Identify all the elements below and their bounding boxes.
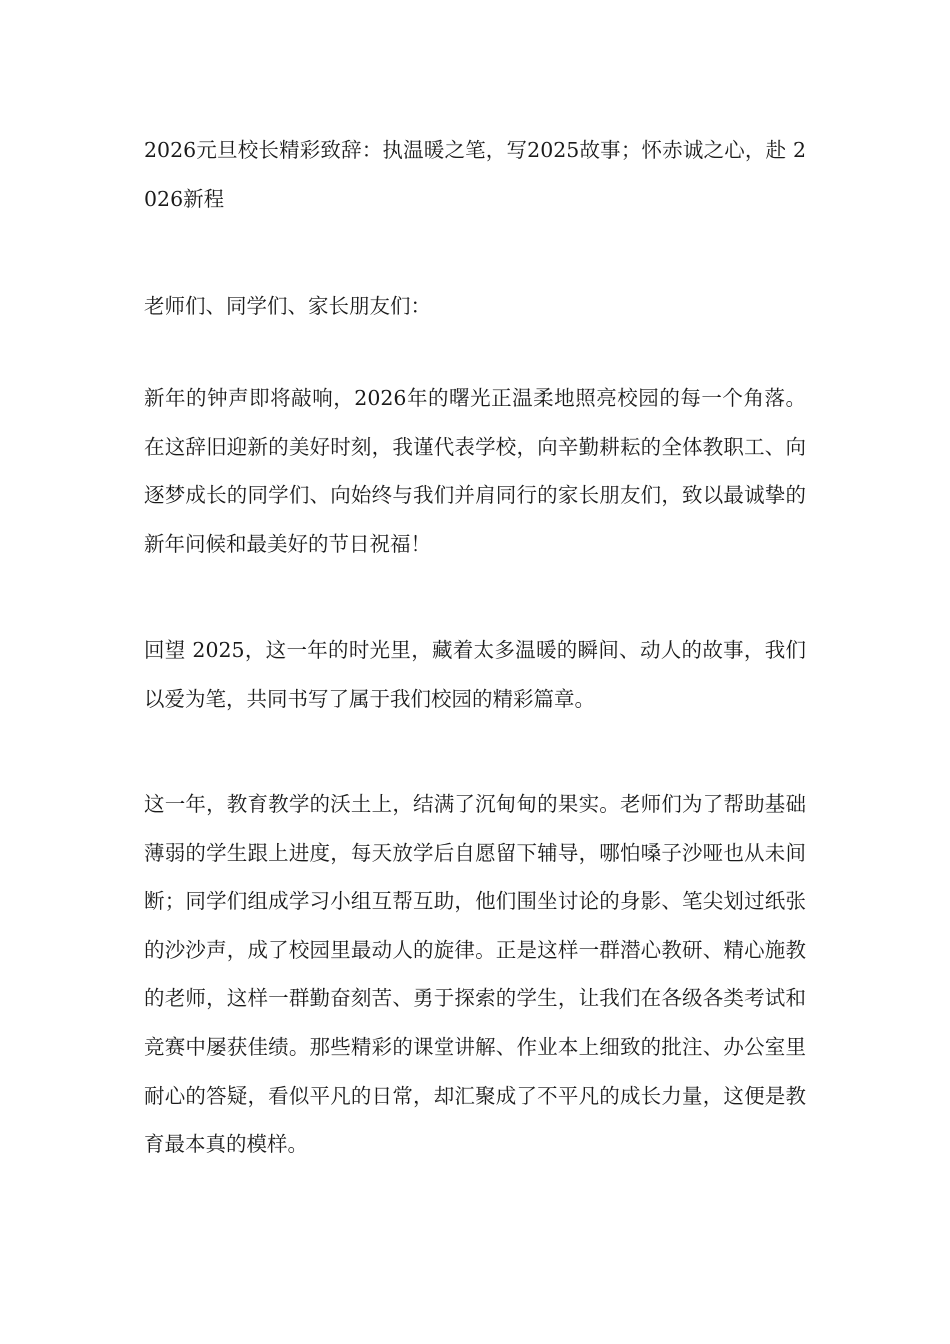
greeting: 老师们、同学们、家长朋友们： <box>144 294 431 318</box>
paragraph-teaching-achievements: 这一年，教育教学的沃土上，结满了沉甸甸的果实。老师们为了帮助基础薄弱的学生跟上进度，每天放学后自愿留下辅导，哪怕嗓子沙哑也从未间断；同学们组成学习小组互帮互助，他们围坐讨论的身影、笔尖划过纸张的沙沙声，成了校园里最动人的旋律。正是这样一群潜心教研、精心施教的老师，这样一群勤奋刻苦、勇于探索的学生，让我们在各级各类考试和竞赛中屡获佳绩。那些精彩的课堂讲解、作业本上细致的批注、办公室里耐心的答疑，看似平凡的日常，却汇聚成了不平凡的成长力量，这便是教育最本真的模样。 <box>144 792 806 1157</box>
document-title: 2026元旦校长精彩致辞：执温暖之笔，写2025故事；怀赤诚之心，赴 2026新程 <box>144 138 806 211</box>
paragraph-review-2025: 回望 2025，这一年的时光里，藏着太多温暖的瞬间、动人的故事，我们以爱为笔，共同书写了属于我们校园的精彩篇章。 <box>144 638 806 711</box>
paragraph-new-year-wishes: 新年的钟声即将敲响，2026年的曙光正温柔地照亮校园的每一个角落。在这辞旧迎新的美好时刻，我谨代表学校，向辛勤耕耘的全体教职工、向逐梦成长的同学们、向始终与我们并肩同行的家长朋友们，致以最诚挚的新年问候和最美好的节日祝福！ <box>144 386 806 556</box>
